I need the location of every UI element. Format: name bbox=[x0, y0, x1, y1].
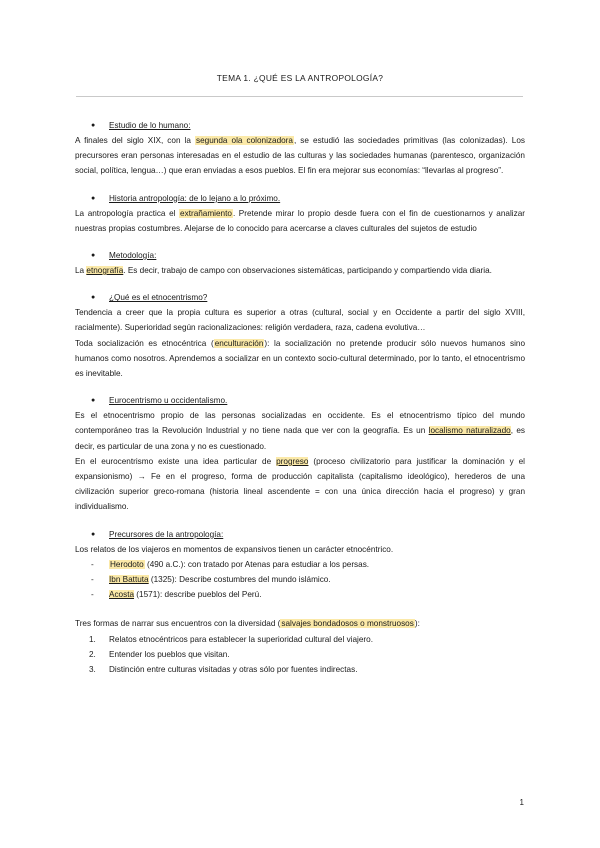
bullet-icon: ● bbox=[91, 194, 96, 202]
section-metodologia bbox=[75, 248, 525, 278]
section-paragraph: La antropología practica el extrañamiento. Pretende mirar lo propio desde fuera con el fin de cuestionarnos y analizar nuestras propias costumbres. Alejarse de lo conocido para acercarse a claves culturales del sujetos de estudio bbox=[75, 208, 525, 233]
bullet-icon: ● bbox=[91, 122, 96, 129]
section-paragraph: Los relatos de los viajeros en momentos de expansivos tienen un carácter etnocéntrico. bbox=[75, 544, 394, 554]
highlight: extrañamiento bbox=[180, 208, 232, 218]
section-heading: ● ¿Qué es el etnocentrismo? bbox=[75, 290, 525, 305]
bullet-icon: ● bbox=[91, 294, 96, 302]
section-paragraph: Tres formas de narrar sus encuentros con la diversidad (salvajes bondadosos o monstruosos): bbox=[75, 619, 420, 629]
section-etnocentrismo bbox=[75, 290, 525, 381]
section-heading: ● Historia antropología: de lo lejano a lo próximo. bbox=[75, 191, 525, 206]
bullet-icon: ● bbox=[91, 397, 96, 405]
list-item: - Herodoto (490 a.C.): con tratado por Atenas para estudiar a los persas. bbox=[91, 559, 370, 569]
highlight: progreso bbox=[276, 456, 309, 466]
section-paragraph: Es el etnocentrismo propio de las personas socializadas en occidente. Es el etnocentrismo típico del mundo contemporáneo tras la Revolución Industrial y no tiene nada que ver con la geografía. Es un localismo naturalizado, es decir, es particular de una zona y no es cuestionado. bbox=[75, 411, 525, 451]
section-paragraph: Toda socialización es etnocéntrica (enculturación): la socialización no pretende producir sólo nuevos humanos sino humanos como nosotros. Aprendemos a socializar en un contexto socio-cultural determinado, por lo tanto, el etnocentrismo es inevitable. bbox=[75, 338, 525, 379]
document-body bbox=[75, 118, 525, 689]
list-item: - Acosta (1571): describe pueblos del Perú. bbox=[91, 590, 262, 600]
highlight: enculturación bbox=[214, 338, 264, 348]
title-divider bbox=[76, 96, 523, 97]
page-number: 1 bbox=[519, 798, 524, 807]
bullet-icon: ● bbox=[91, 252, 96, 260]
forms-list bbox=[75, 632, 525, 678]
highlight: salvajes bondadosos o monstruosos bbox=[281, 619, 414, 629]
section-eurocentrismo bbox=[75, 393, 525, 514]
list-item: 2. Entender los pueblos que visitan. bbox=[89, 649, 230, 659]
section-estudio bbox=[75, 118, 525, 179]
bullet-icon: ● bbox=[91, 530, 96, 538]
list-item: 3. Distinción entre culturas visitadas y otras sólo por fuentes indirectas. bbox=[89, 665, 358, 675]
section-heading: ● Precursores de la antropología: bbox=[75, 527, 525, 542]
section-historia bbox=[75, 191, 525, 236]
highlight: Herodoto bbox=[110, 559, 144, 569]
precursors-list bbox=[75, 557, 525, 603]
list-item: - Ibn Battuta (1325): Describe costumbres del mundo islámico. bbox=[91, 575, 331, 585]
section-paragraph: La etnografía. Es decir, trabajo de campo con observaciones sistemáticas, participando y compartiendo vida diaria. bbox=[75, 266, 492, 276]
section-heading: ● Metodología: bbox=[75, 248, 525, 263]
section-paragraph: Tendencia a creer que la propia cultura es superior a otras (cultural, social y en Occidente a partir del siglo XVIII, racialmente). Superioridad según racionalizaciones: religión verdadera, raza, cadena evolutiva… bbox=[75, 308, 525, 333]
section-heading: ● Eurocentrismo u occidentalismo. bbox=[75, 393, 525, 408]
highlight: localismo naturalizado bbox=[428, 426, 511, 436]
section-precursores bbox=[75, 527, 525, 678]
section-paragraph: En el eurocentrismo existe una idea particular de progreso (proceso civilizatorio para justificar la dominación y el expansionismo) → Fe en el progreso, forma de producción capitalista (capitalismo ideológico), herederos de una civilización superior greco-romana (historia lineal ascendente = con una única dirección hacia el progreso) y gran individualismo. bbox=[75, 456, 525, 512]
section-heading: ● Estudio de lo humano: bbox=[75, 118, 525, 133]
highlight: Ibn Battuta bbox=[109, 575, 149, 585]
highlight: Acosta bbox=[109, 590, 135, 600]
list-item: 1. Relatos etnocéntricos para establecer la superioridad cultural del viajero. bbox=[89, 634, 373, 644]
highlight: segunda ola colonizadora bbox=[196, 136, 293, 145]
highlight: etnografía bbox=[86, 266, 124, 276]
section-paragraph: A finales del siglo XIX, con la segunda ola colonizadora, se estudió las sociedades primitivas (las colonizadas). Los precursores eran personas interesadas en el estudio de las culturas y las sociedades humanas (parentesco, organización social, política, lengua…) que eran enviadas a esos pueblos. El fin era mejorar sus economías: “llevarlas al progreso”. bbox=[75, 136, 525, 176]
page-title: TEMA 1. ¿QUÉ ES LA ANTROPOLOGÍA? bbox=[216, 73, 384, 83]
